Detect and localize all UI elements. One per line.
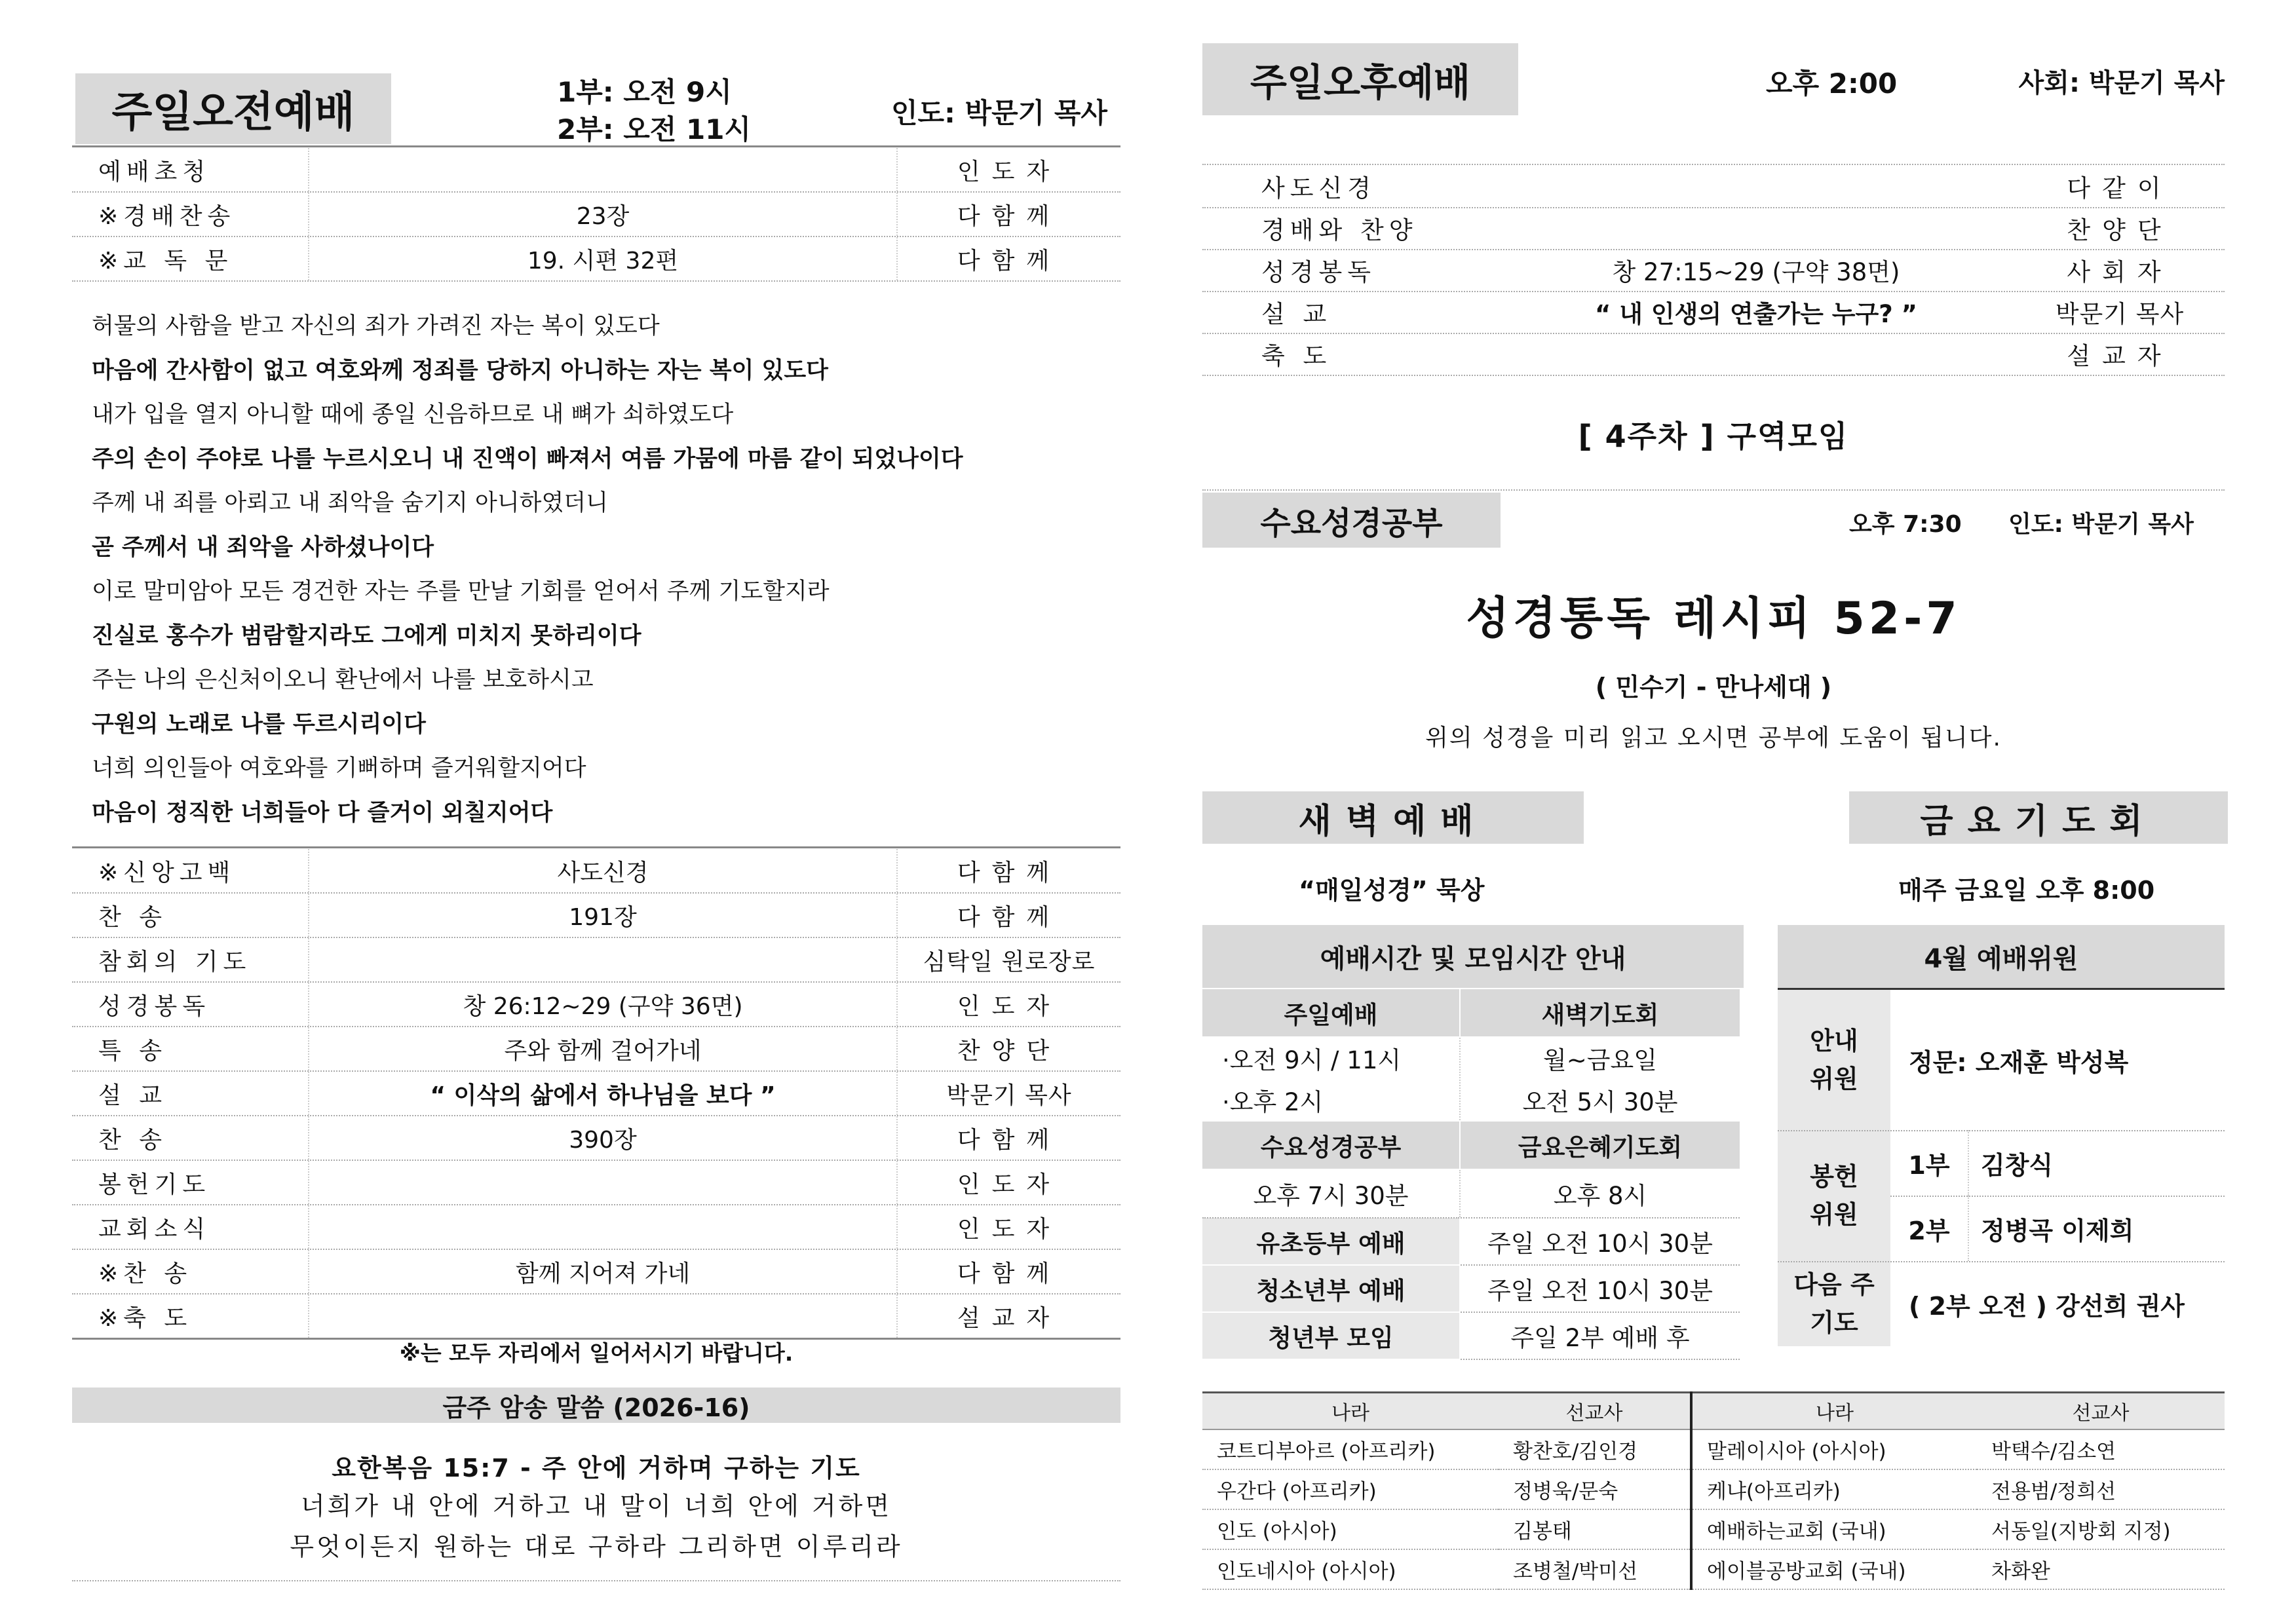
psalm-line: 곧 주께서 내 죄악을 사하셨나이다	[92, 534, 434, 561]
schedule-row	[1202, 1218, 1740, 1265]
order-row	[72, 1027, 1120, 1072]
schedule-group-time: 주일 오전 10시 30분	[1460, 1218, 1740, 1265]
mission-missionary: 조병철/박미선	[1499, 1549, 1691, 1589]
order-item: 교회소식	[98, 1215, 211, 1243]
afternoon-order-row	[1202, 207, 2225, 250]
missions-row	[1202, 1469, 2225, 1509]
order-item: 사도신경	[1261, 174, 1376, 202]
morning-time-1: 1부: 오전 9시	[557, 76, 732, 108]
morning-service-title: 주일오전예배	[75, 73, 391, 144]
order-by: 사회자	[2067, 258, 2173, 286]
committee-title: 4월 예배위원	[1778, 925, 2225, 988]
order-item: 성경봉독	[1261, 258, 1376, 286]
schedule-wed-head: 수요성경공부	[1202, 1121, 1460, 1169]
psalm-line: 마음에 간사함이 없고 여호와께 정죄를 당하지 아니하는 자는 복이 있도다	[92, 357, 828, 384]
order-item: 찬 송	[98, 1126, 167, 1154]
order-content: 창 27:15~29 (구약 38면)	[1612, 258, 1900, 286]
order-item: 설 교	[1261, 300, 1332, 328]
wednesday-note: 위의 성경을 미리 읽고 오시면 공부에 도움이 됩니다.	[1425, 725, 2002, 751]
order-content: “ 내 인생의 연출가는 누구? ”	[1595, 300, 1917, 328]
mission-missionary: 차화완	[1977, 1549, 2225, 1589]
order-row	[72, 148, 1120, 193]
offering-part: 2부	[1890, 1196, 1969, 1261]
schedule-fri-head: 금요은혜기도회	[1460, 1121, 1740, 1169]
mission-country: 예배하는교회 (국내)	[1691, 1509, 1977, 1549]
order-content: 390장	[308, 1116, 898, 1160]
order-item: 축 도	[1261, 342, 1332, 370]
psalm-line: 구원의 노래로 나를 두르시리이다	[92, 711, 426, 738]
order-content: “ 이삭의 삶에서 하나님을 보다 ”	[308, 1072, 898, 1115]
schedule-group-time: 주일 오전 10시 30분	[1460, 1265, 1740, 1312]
order-item: 설 교	[98, 1082, 167, 1109]
psalm-line: 주께 내 죄를 아뢰고 내 죄악을 숨기지 아니하였더니	[92, 490, 608, 516]
mission-country: 우간다 (아프리카)	[1202, 1469, 1499, 1509]
order-item: 참회의 기도	[98, 948, 252, 975]
memory-verse-line-1: 너희가 내 안에 거하고 내 말이 너희 안에 거하면	[300, 1492, 892, 1520]
mission-missionary: 정병욱/문숙	[1499, 1469, 1691, 1509]
psalm-line: 마음이 정직한 너희들아 다 즐거이 외칠지어다	[92, 799, 553, 826]
left-page	[72, 0, 1120, 1624]
mission-missionary: 전용범/정희선	[1977, 1469, 2225, 1509]
order-by: 설교자	[957, 1304, 1062, 1332]
schedule-row	[1202, 1312, 1740, 1359]
order-by: 다같이	[2067, 174, 2173, 202]
wednesday-title: 수요성경공부	[1202, 493, 1501, 548]
mission-missionary: 서동일(지방회 지정)	[1977, 1509, 2225, 1549]
order-by: 다함께	[957, 247, 1062, 274]
order-content	[308, 938, 898, 981]
order-by: 박문기 목사	[946, 1082, 1072, 1109]
friday-prayer-text: 매주 금요일 오후 8:00	[1898, 876, 2155, 905]
afternoon-leader: 사회: 박문기 목사	[2018, 68, 2225, 98]
afternoon-service-title: 주일오후예배	[1202, 43, 1518, 115]
order-by: 인도자	[957, 158, 1062, 185]
mission-country: 인도네시아 (아시아)	[1202, 1549, 1499, 1589]
order-item: 경배와 찬양	[1261, 216, 1418, 244]
schedule-sunday-head: 주일예배	[1202, 989, 1460, 1037]
schedule-sunday-1: ·오전 9시 / 11시	[1202, 1037, 1460, 1079]
order-item: ※신앙고백	[98, 859, 236, 886]
wednesday-time: 오후 7:30	[1849, 511, 1962, 538]
order-by: 다함께	[957, 1260, 1062, 1287]
order-by: 박문기 목사	[2055, 300, 2185, 328]
order-item: 성경봉독	[98, 992, 211, 1020]
mission-country: 말레이시아 (아시아)	[1691, 1429, 1977, 1469]
missions-table	[1202, 1391, 2225, 1590]
afternoon-time: 오후 2:00	[1766, 67, 1898, 100]
memory-verse-title: 금주 암송 말씀 (2026-16)	[72, 1388, 1120, 1423]
guide-label: 안내 위원	[1810, 1027, 1858, 1093]
right-page	[1202, 0, 2225, 1624]
schedule-sunday-2: ·오후 2시	[1202, 1079, 1460, 1121]
order-item: 찬 송	[98, 903, 167, 931]
missions-row	[1202, 1509, 2225, 1549]
order-row	[72, 1205, 1120, 1250]
mission-missionary: 황찬호/김인경	[1499, 1429, 1691, 1469]
dawn-prayer-text: “매일성경” 묵상	[1299, 876, 1485, 905]
order-content: 함께 지어져 가네	[308, 1250, 898, 1293]
order-row	[72, 938, 1120, 983]
order-content: 191장	[308, 894, 898, 937]
order-item: ※교 독 문	[98, 247, 233, 274]
psalm-line: 허물의 사함을 받고 자신의 죄가 가려진 자는 복이 있도다	[92, 313, 660, 339]
memory-verse-reference: 요한복음 15:7 - 주 안에 거하며 구하는 기도	[332, 1454, 861, 1482]
dawn-prayer-title: 새벽예배	[1202, 791, 1584, 844]
psalm-line: 주는 나의 은신처이오니 환난에서 나를 보호하시고	[92, 667, 594, 693]
order-row	[72, 1161, 1120, 1205]
schedule-group: 청소년부 예배	[1202, 1265, 1460, 1312]
wednesday-headline: 성경통독 레시피 52-7	[1466, 593, 1961, 645]
order-row	[72, 1250, 1120, 1294]
morning-leader: 인도: 박문기 목사	[890, 97, 1107, 129]
psalm-line: 너희 의인들아 여호와를 기뻐하며 즐거워할지어다	[92, 755, 586, 782]
wednesday-subtitle: ( 민수기 - 만나세대 )	[1595, 673, 1832, 702]
missions-head-missionary: 선교사	[1499, 1393, 1691, 1430]
schedule-title: 예배시간 및 모임시간 안내	[1202, 925, 1744, 988]
order-by: 다함께	[957, 903, 1062, 931]
order-by: 다함께	[957, 1126, 1062, 1154]
divider	[1202, 489, 2225, 491]
mission-missionary: 김봉태	[1499, 1509, 1691, 1549]
offering-label: 봉헌 위원	[1810, 1162, 1858, 1229]
schedule-group-time: 주일 2부 예배 후	[1460, 1312, 1740, 1359]
order-item: ※찬 송	[98, 1260, 193, 1287]
prayer-name: ( 2부 오전 ) 강선희 권사	[1909, 1292, 2185, 1321]
schedule-dawn-head: 새벽기도회	[1460, 989, 1740, 1037]
order-row	[72, 894, 1120, 938]
order-row	[72, 237, 1120, 282]
order-item: ※경배찬송	[98, 202, 236, 230]
schedule-group: 유초등부 예배	[1202, 1218, 1460, 1265]
missions-head-country: 나라	[1202, 1393, 1499, 1430]
wednesday-leader: 인도: 박문기 목사	[2008, 511, 2194, 538]
mission-country: 케냐(아프리카)	[1691, 1469, 1977, 1509]
order-item: 특 송	[98, 1037, 167, 1065]
order-by: 다함께	[957, 202, 1062, 230]
divider	[72, 846, 1120, 848]
order-item: 예배초청	[98, 158, 211, 185]
afternoon-order-row	[1202, 165, 2225, 208]
order-content: 창 26:12~29 (구약 36면)	[308, 983, 898, 1026]
psalm-line: 진실로 홍수가 범람할지라도 그에게 미치지 못하리이다	[92, 622, 641, 649]
order-row	[72, 1116, 1120, 1161]
missions-head-missionary-2: 선교사	[1977, 1393, 2225, 1430]
schedule-group: 청년부 모임	[1202, 1312, 1460, 1359]
mission-missionary: 박택수/김소연	[1977, 1429, 2225, 1469]
offering-part: 1부	[1890, 1130, 1969, 1196]
psalm-line: 내가 입을 열지 아니할 때에 종일 신음하므로 내 뼈가 쇠하였도다	[92, 402, 734, 428]
offering-names: 정병곡 이제희	[1981, 1216, 2134, 1245]
psalm-line: 이로 말미암아 모든 경건한 자는 주를 만날 기회를 얻어서 주께 기도할지라	[92, 578, 830, 605]
morning-time-2: 2부: 오전 11시	[557, 113, 751, 145]
schedule-row	[1202, 1265, 1740, 1312]
prayer-label: 다음 주 기도	[1793, 1270, 1875, 1337]
order-content	[308, 1205, 898, 1249]
order-content	[308, 148, 898, 191]
standing-note: ※는 모두 자리에서 일어서시기 바랍니다.	[399, 1340, 794, 1366]
order-row	[72, 1072, 1120, 1116]
order-row	[72, 193, 1120, 237]
order-content: 사도신경	[308, 849, 898, 892]
order-by: 인도자	[957, 1215, 1062, 1243]
schedule-dawn-1: 월~금요일	[1460, 1037, 1740, 1079]
schedule-dawn-2: 오전 5시 30분	[1460, 1079, 1740, 1121]
order-row	[72, 849, 1120, 894]
order-by: 다함께	[957, 859, 1062, 886]
schedule-table	[1202, 989, 1740, 1360]
order-row	[72, 983, 1120, 1027]
committee-box	[1778, 990, 2225, 1346]
psalm-line: 주의 손이 주야로 나를 누르시오니 내 진액이 빠져서 여름 가뭄에 마름 같이 되었나이다	[92, 445, 963, 472]
order-by: 인도자	[957, 1171, 1062, 1198]
guide-names: 정문: 오재훈 박성복	[1909, 1048, 2129, 1077]
friday-prayer-title: 금요기도회	[1849, 791, 2228, 844]
mission-country: 코트디부아르 (아프리카)	[1202, 1429, 1499, 1469]
afternoon-order-row	[1202, 333, 2225, 376]
order-by: 찬양단	[957, 1037, 1062, 1065]
afternoon-order-row	[1202, 249, 2225, 292]
order-content: 19. 시편 32편	[308, 237, 898, 280]
offering-names: 김창식	[1981, 1150, 2054, 1180]
district-meeting: [ 4주차 ] 구역모임	[1578, 419, 1849, 454]
schedule-wed-time: 오후 7시 30분	[1202, 1169, 1460, 1218]
order-item: 봉헌기도	[98, 1171, 211, 1198]
mission-country: 에이블공방교회 (국내)	[1691, 1549, 1977, 1589]
order-content	[308, 1161, 898, 1204]
mission-country: 인도 (아시아)	[1202, 1509, 1499, 1549]
order-by: 찬양단	[2067, 216, 2173, 244]
order-content: 23장	[308, 193, 898, 236]
missions-row	[1202, 1429, 2225, 1469]
schedule-fri-time: 오후 8시	[1460, 1169, 1740, 1218]
order-content	[308, 1294, 898, 1338]
missions-row	[1202, 1549, 2225, 1589]
order-by: 설교자	[2067, 342, 2173, 370]
afternoon-order-row	[1202, 291, 2225, 334]
divider	[72, 145, 1120, 147]
order-item: ※축 도	[98, 1304, 193, 1332]
order-content: 주와 함께 걸어가네	[308, 1027, 898, 1070]
divider	[72, 1580, 1120, 1581]
order-by: 인도자	[957, 992, 1062, 1020]
order-by: 심탁일 원로장로	[923, 948, 1096, 975]
memory-verse-line-2: 무엇이든지 원하는 대로 구하라 그리하면 이루리라	[290, 1532, 903, 1561]
missions-head-country-2: 나라	[1691, 1393, 1977, 1430]
order-row	[72, 1294, 1120, 1340]
